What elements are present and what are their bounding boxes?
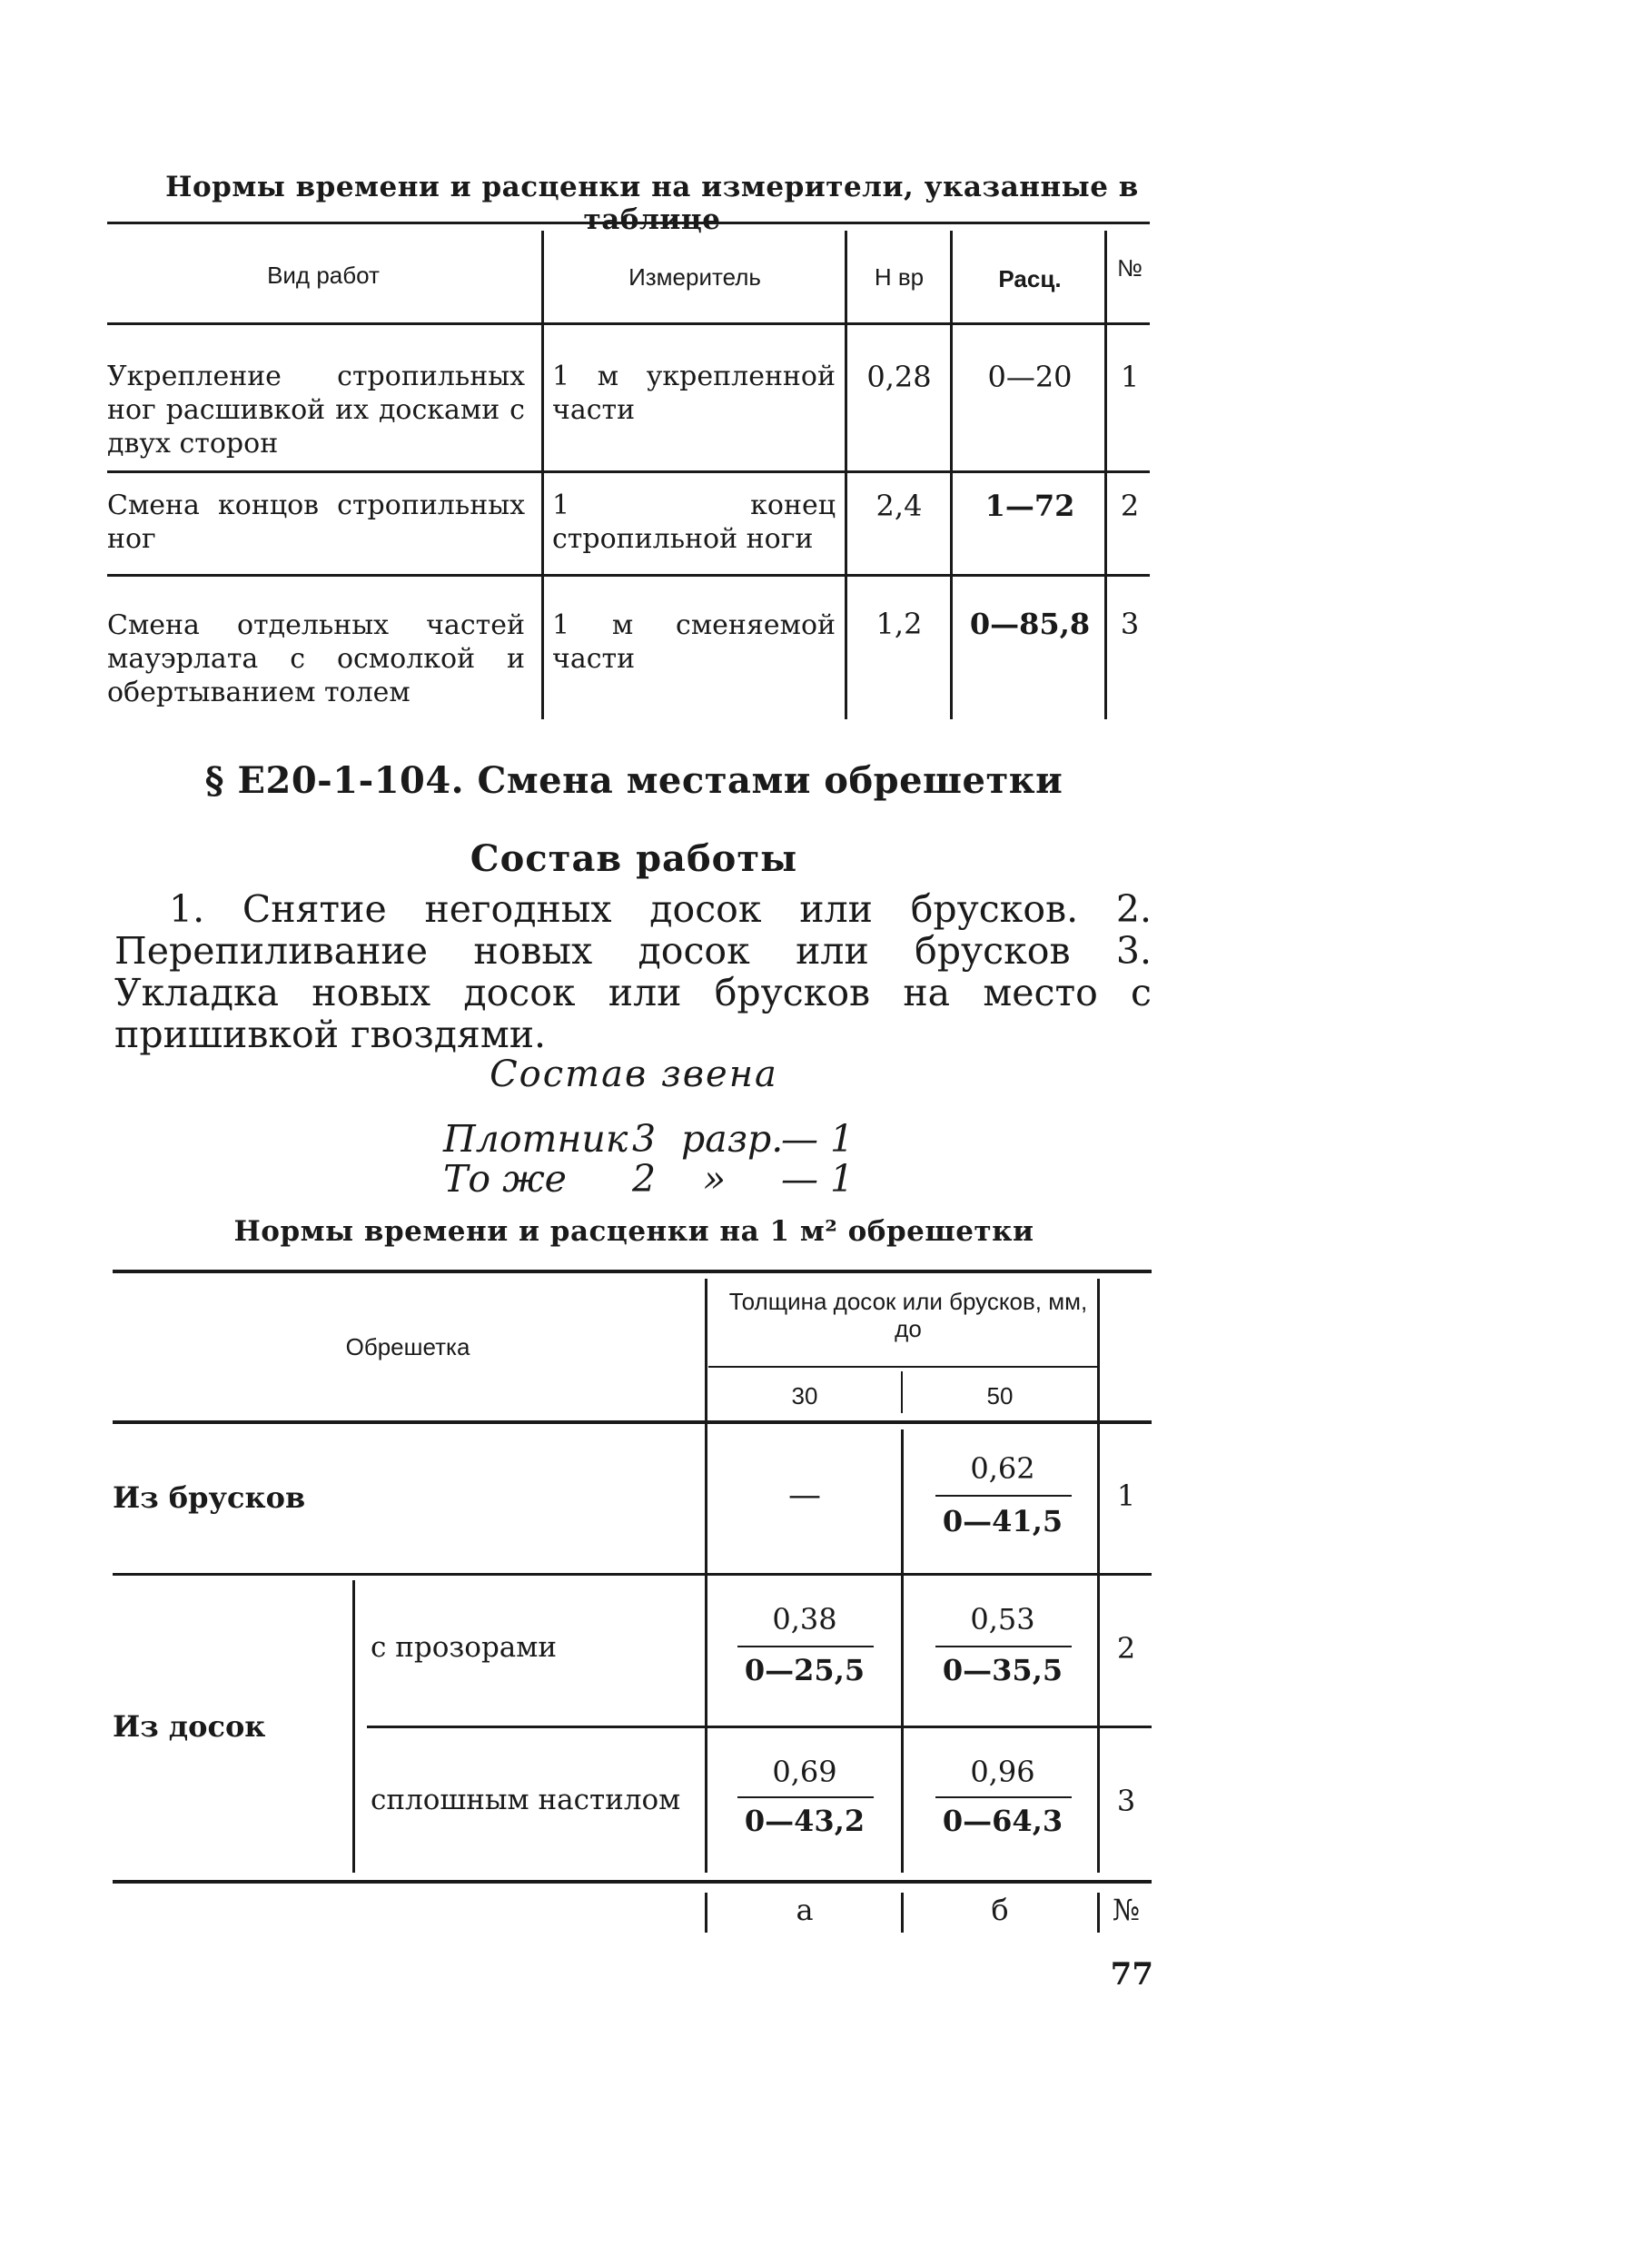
table2-row2-rule bbox=[367, 1726, 1152, 1728]
table2-row1-b-norm: 0,62 bbox=[970, 1451, 1035, 1486]
table2-footer-no: № bbox=[1112, 1893, 1141, 1927]
table1-caption: Нормы времени и расценки на измерители, указанные в таблице bbox=[165, 171, 1139, 236]
section-title: § Е20-1-104. Смена местами обрешетки bbox=[204, 759, 1063, 802]
table2-row1-rule bbox=[113, 1573, 1152, 1576]
table2-row2-b-norm: 0,53 bbox=[970, 1602, 1035, 1637]
table1-col-rule-1 bbox=[541, 231, 544, 719]
crew-unit: » bbox=[703, 1157, 727, 1201]
table2-row1-b-fraction-bar bbox=[935, 1495, 1072, 1497]
table1-row3-norm: 1,2 bbox=[875, 607, 923, 641]
table2-col-rule-ab-header bbox=[901, 1371, 903, 1413]
table2-row2-no: 2 bbox=[1116, 1631, 1136, 1666]
composition-heading: Состав работы bbox=[470, 837, 798, 880]
table2-footer-rule-1 bbox=[705, 1893, 707, 1933]
table2-row1-b-rate: 0—41,5 bbox=[942, 1504, 1063, 1538]
table2-row2-b-rate: 0—35,5 bbox=[942, 1653, 1063, 1687]
table2-subheader-rule bbox=[708, 1366, 1097, 1368]
table2-row3-no: 3 bbox=[1116, 1784, 1136, 1818]
table1-row2-unit: 1 конец стропильной ноги bbox=[552, 490, 836, 555]
crew-grade: 2 bbox=[632, 1157, 657, 1201]
table1-row3-no: 3 bbox=[1120, 607, 1140, 641]
table1-row1-rule bbox=[107, 470, 1150, 473]
table2-bottom-rule bbox=[113, 1880, 1152, 1884]
table2-row3-sub: сплошным настилом bbox=[371, 1784, 681, 1816]
table1-col-rule-2 bbox=[845, 231, 847, 719]
table2-row3-b-fraction-bar bbox=[935, 1796, 1072, 1798]
table1-row2-norm: 2,4 bbox=[875, 489, 923, 523]
table2-row3-b-norm: 0,96 bbox=[970, 1755, 1035, 1789]
crew-count: — 1 bbox=[781, 1117, 855, 1161]
table1-row1-unit: 1 м укрепленной части bbox=[552, 361, 836, 426]
table1-row1-norm: 0,28 bbox=[866, 360, 932, 394]
table2-row1-a: — bbox=[788, 1477, 821, 1514]
table2-row1-no: 1 bbox=[1116, 1479, 1136, 1513]
table1-row2-no: 2 bbox=[1120, 489, 1140, 523]
table2-header-rule bbox=[113, 1420, 1152, 1424]
table1-top-rule bbox=[107, 222, 1150, 224]
table1-header-no: № bbox=[1117, 254, 1143, 282]
table1-row1-rate: 0—20 bbox=[987, 360, 1073, 394]
table2-row2-a-norm: 0,38 bbox=[772, 1602, 837, 1637]
table2-row3-a-norm: 0,69 bbox=[772, 1755, 837, 1789]
table2-row2-b-fraction-bar bbox=[935, 1646, 1072, 1647]
composition-text: 1. Снятие негодных досок или брусков. 2. Перепиливание новых досок или брусков 3. Укладка новых досок или брусков на место с пришивкой гвоздями. bbox=[114, 887, 1152, 1056]
table2-footer-b: б bbox=[991, 1893, 1009, 1927]
table2-header-col-b: 50 bbox=[986, 1382, 1014, 1409]
table2-top-rule bbox=[113, 1270, 1152, 1273]
table1-col-rule-4 bbox=[1104, 231, 1107, 719]
table2-row3-b-rate: 0—64,3 bbox=[942, 1804, 1063, 1838]
table2-group-boards: Из досок bbox=[113, 1709, 266, 1744]
table2-col-rule-no bbox=[1097, 1279, 1100, 1873]
table2-row2-a-fraction-bar bbox=[737, 1646, 874, 1647]
table1-row3-unit: 1 м сменяемой части bbox=[552, 609, 836, 675]
table1-header-rate: Расц. bbox=[998, 265, 1062, 292]
table2-col-rule-sub bbox=[352, 1580, 355, 1873]
table1-row2-rate: 1—72 bbox=[984, 489, 1075, 523]
table1-row1-work: Укрепление стропильных ног расшивкой их досками с двух сторон bbox=[107, 361, 525, 460]
crew-role: То же bbox=[443, 1157, 567, 1201]
table2-col-rule-ab bbox=[901, 1429, 904, 1873]
table1-col-rule-3 bbox=[950, 231, 953, 719]
table2-header-col-a: 30 bbox=[791, 1382, 818, 1409]
table2-footer-a: а bbox=[796, 1893, 814, 1927]
table2-row2-sub: с прозорами bbox=[371, 1631, 558, 1664]
table1-row3-work: Смена отдельных частей мауэрлата с осмолкой и обертыванием толем bbox=[107, 609, 525, 708]
table2-caption: Нормы времени и расценки на 1 м² обрешетки bbox=[233, 1215, 1034, 1248]
table1-row1-no: 1 bbox=[1120, 360, 1140, 394]
table2-header-lathing: Обрешетка bbox=[345, 1333, 470, 1360]
crew-heading: Состав звена bbox=[490, 1053, 778, 1095]
crew-count: — 1 bbox=[781, 1157, 855, 1201]
table2-col-rule-a bbox=[705, 1279, 707, 1873]
table1-header-rule bbox=[107, 322, 1150, 325]
table1-row2-work: Смена концов стропильных ног bbox=[107, 490, 525, 555]
table1-header-work: Вид работ bbox=[267, 262, 380, 289]
crew-grade: 3 bbox=[632, 1117, 657, 1161]
table2-row3-a-rate: 0—43,2 bbox=[744, 1804, 866, 1838]
page-number: 77 bbox=[1110, 1956, 1153, 1993]
table2-row1-group: Из брусков bbox=[113, 1480, 306, 1515]
crew-role: Плотник bbox=[443, 1117, 628, 1161]
table1-header-unit: Измеритель bbox=[628, 263, 761, 291]
table2-footer-rule-3 bbox=[1097, 1893, 1100, 1933]
table1-row2-rule bbox=[107, 574, 1150, 577]
table1-header-norm: Н вр bbox=[874, 263, 925, 291]
crew-unit: разр. bbox=[681, 1117, 784, 1161]
table2-header-thickness: Толщина досок или брусков, мм, до bbox=[728, 1288, 1088, 1342]
table2-row3-a-fraction-bar bbox=[737, 1796, 874, 1798]
table1-row3-rate: 0—85,8 bbox=[969, 607, 1091, 641]
table2-row2-a-rate: 0—25,5 bbox=[744, 1653, 866, 1687]
